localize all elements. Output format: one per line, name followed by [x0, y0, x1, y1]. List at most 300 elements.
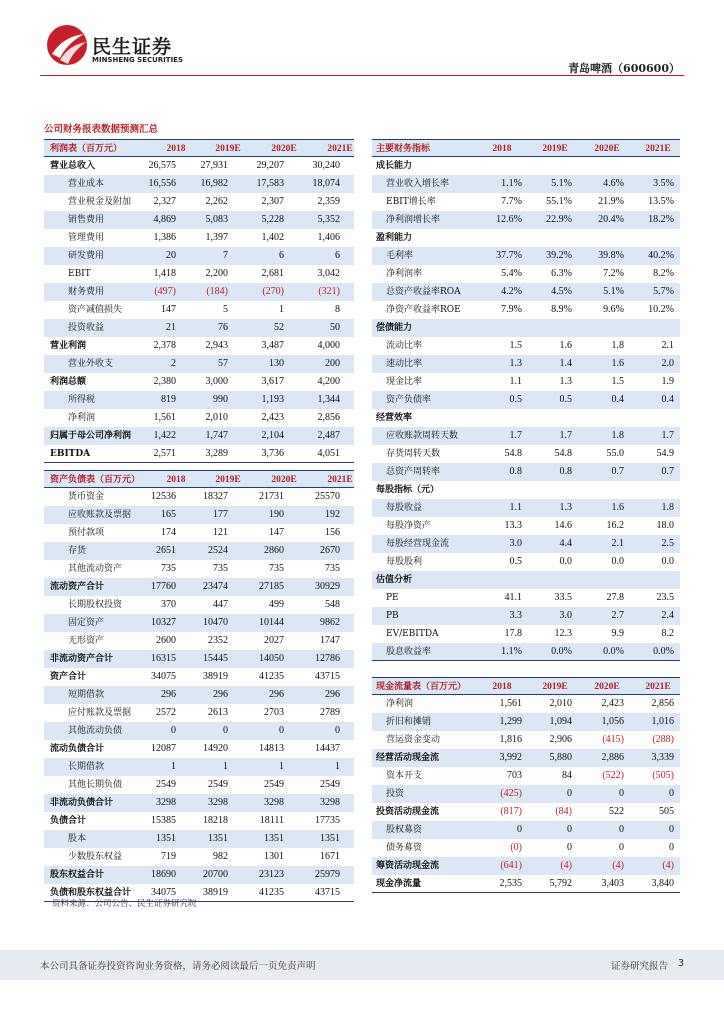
balance-row — [44, 560, 354, 578]
balance-year-header: 2018 — [166, 475, 186, 485]
page-number: 3 — [677, 958, 684, 969]
cashflow-cell: (415) — [602, 734, 624, 745]
income-cell: 1,397 — [205, 232, 228, 243]
cashflow-row-label: 现金净流量 — [376, 879, 422, 889]
cashflow-row — [372, 749, 680, 767]
balance-cell: 447 — [213, 599, 228, 610]
ratios-cell: 1.9 — [661, 376, 674, 387]
ratios-cell: 12.6% — [496, 214, 522, 225]
income-cell: 2,359 — [317, 196, 340, 207]
income-cell: 6 — [279, 250, 284, 261]
income-cell: 819 — [161, 394, 176, 405]
ratios-row-label: 每股净资产 — [386, 521, 432, 531]
balance-row-label: 少数股东权益 — [68, 852, 123, 862]
ratios-row-label: 营业收入增长率 — [386, 179, 450, 189]
balance-row — [44, 704, 354, 722]
income-cell: 2,327 — [153, 196, 176, 207]
cashflow-cell: (522) — [602, 770, 624, 781]
income-row — [44, 157, 354, 175]
cash-flow-table — [372, 677, 680, 893]
ratios-cell: 16.2 — [606, 520, 624, 531]
balance-cell: 2600 — [156, 635, 176, 646]
ratios-row-label: 资产负债率 — [386, 395, 432, 405]
income-cell: 16,556 — [148, 178, 176, 189]
balance-cell: 1351 — [264, 833, 284, 844]
balance-row-label: 应付账款及票据 — [68, 708, 132, 718]
balance-cell: 25979 — [315, 869, 340, 880]
ratios-row — [372, 355, 680, 373]
balance-row — [44, 650, 354, 668]
cashflow-cell: 2,856 — [651, 698, 674, 709]
financial-ratios-table — [372, 139, 680, 661]
income-cell: 1,386 — [153, 232, 176, 243]
income-cell: 1,418 — [153, 268, 176, 279]
balance-cell: 18218 — [203, 815, 228, 826]
income-cell: 2,262 — [205, 196, 228, 207]
income-row-label: 营业税金及附加 — [68, 197, 132, 207]
ratios-cell: 13.5% — [648, 196, 674, 207]
balance-cell: 165 — [161, 509, 176, 520]
income-row-label: 净利润 — [68, 413, 96, 423]
cashflow-cell: (4) — [662, 860, 674, 871]
balance-cell: 2549 — [264, 779, 284, 790]
ratios-cell: 1.4 — [559, 358, 572, 369]
income-row-label: 财务费用 — [68, 287, 105, 297]
income-cell: 5,228 — [261, 214, 284, 225]
balance-row — [44, 794, 354, 812]
income-cell: 2,378 — [153, 340, 176, 351]
balance-cell: 38919 — [203, 671, 228, 682]
balance-cell: 10144 — [259, 617, 284, 628]
balance-row — [44, 506, 354, 524]
income-cell: 5 — [223, 304, 228, 315]
income-row-label: 营业成本 — [68, 179, 105, 189]
ratios-row-label: 总资产收益率ROA — [386, 287, 461, 297]
ratios-header-row — [372, 139, 680, 157]
income-cell: 57 — [218, 358, 228, 369]
balance-row — [44, 686, 354, 704]
balance-row — [44, 668, 354, 686]
income-row-label: 销售费用 — [68, 215, 105, 225]
ratios-cell: 12.3 — [554, 628, 572, 639]
ratios-row-label: EBIT增长率 — [386, 197, 436, 207]
ratios-row-label: 每股股利 — [386, 557, 423, 567]
minsheng-logo — [46, 24, 226, 70]
ratios-cell: 5.1% — [603, 286, 624, 297]
ratios-cell: 1.7 — [509, 430, 522, 441]
brand-name-cn: 民生证券 — [92, 36, 173, 58]
income-cell: 990 — [213, 394, 228, 405]
ratios-cell: 20.4% — [598, 214, 624, 225]
balance-cell: 10327 — [151, 617, 176, 628]
ratios-cell: 55.0 — [606, 448, 624, 459]
cashflow-cell: 0 — [619, 824, 624, 835]
balance-row-label: 股东权益合计 — [50, 870, 105, 880]
cashflow-cell: 3,339 — [651, 752, 674, 763]
balance-cell: 2572 — [156, 707, 176, 718]
page-footer — [0, 950, 724, 980]
ratios-cell: 9.9 — [611, 628, 624, 639]
cashflow-row-label: 投资活动现金流 — [376, 807, 440, 817]
income-row-label: 营业总收入 — [50, 161, 96, 171]
income-cell: 20 — [166, 250, 176, 261]
ratios-row-label: 估值分析 — [376, 575, 413, 585]
income-cell: 30,240 — [312, 160, 340, 171]
balance-cell: 18327 — [203, 491, 228, 502]
balance-cell: 1351 — [320, 833, 340, 844]
cashflow-cell: 5,880 — [549, 752, 572, 763]
balance-row-label: 长期借款 — [68, 762, 105, 772]
ratios-row — [372, 427, 680, 445]
income-cell: 2,423 — [261, 412, 284, 423]
cashflow-row — [372, 785, 680, 803]
ratios-cell: 4.6% — [603, 178, 624, 189]
ratios-cell: 5.7% — [653, 286, 674, 297]
income-cell: 2 — [171, 358, 176, 369]
ratios-cell: 9.6% — [603, 304, 624, 315]
ratios-cell: 1.8 — [661, 502, 674, 513]
cashflow-cell: 505 — [659, 806, 674, 817]
income-cell: 4,051 — [317, 448, 340, 459]
balance-cell: 2352 — [208, 635, 228, 646]
balance-cell: 0 — [171, 725, 176, 736]
income-row — [44, 319, 354, 337]
balance-cell: 1 — [279, 761, 284, 772]
balance-cell: 1671 — [320, 851, 340, 862]
ratios-year-header: 2021E — [645, 144, 671, 154]
ratios-row-label: EV/EBITDA — [386, 629, 439, 639]
balance-cell: 10470 — [203, 617, 228, 628]
cashflow-row-label: 股权募资 — [386, 825, 423, 835]
ratios-cell: 1.1% — [501, 646, 522, 657]
balance-row-label: 货币资金 — [68, 492, 105, 502]
balance-cell: 296 — [325, 689, 340, 700]
cashflow-row — [372, 767, 680, 785]
section-title: 公司财务报表数据预测汇总 — [44, 124, 159, 135]
cashflow-row-label: 筹资活动现金流 — [376, 861, 440, 871]
ratios-cell: 22.9% — [546, 214, 572, 225]
ratios-cell: 0.0 — [611, 556, 624, 567]
minsheng-logo-icon — [46, 24, 88, 66]
cashflow-cell: 0 — [567, 824, 572, 835]
income-year-header: 2019E — [215, 144, 241, 154]
cashflow-cell: 0 — [619, 842, 624, 853]
ratios-cell: 0.7 — [661, 466, 674, 477]
income-row — [44, 301, 354, 319]
header-divider — [40, 75, 684, 76]
ratios-cell: 8.9% — [551, 304, 572, 315]
ratios-cell: 3.5% — [653, 178, 674, 189]
income-cell: 2,010 — [205, 412, 228, 423]
balance-row — [44, 524, 354, 542]
ratios-row-label: 毛利率 — [386, 251, 414, 261]
income-cell: (497) — [154, 286, 176, 297]
ratios-cell: 0.0 — [661, 556, 674, 567]
ratios-cell: 0.5 — [509, 394, 522, 405]
stock-title: 青岛啤酒（600600） — [568, 62, 680, 75]
balance-cell: 25570 — [315, 491, 340, 502]
ratios-cell: 1.7 — [559, 430, 572, 441]
income-cell: 6 — [335, 250, 340, 261]
income-row — [44, 391, 354, 409]
balance-sheet-table — [44, 470, 354, 902]
cashflow-cell: 522 — [609, 806, 624, 817]
ratios-row — [372, 175, 680, 193]
income-cell: 130 — [269, 358, 284, 369]
ratios-row — [372, 445, 680, 463]
ratios-row — [372, 409, 680, 427]
ratios-row — [372, 337, 680, 355]
cashflow-row — [372, 821, 680, 839]
ratios-cell: 0.7 — [611, 466, 624, 477]
ratios-row-label: 流动比率 — [386, 341, 423, 351]
ratios-row-label: 每股指标（元） — [376, 485, 440, 495]
balance-cell: 2860 — [264, 545, 284, 556]
balance-cell: 156 — [325, 527, 340, 538]
balance-cell: 12087 — [151, 743, 176, 754]
ratios-row-label: 偿债能力 — [376, 323, 413, 333]
cashflow-row-label: 资本开支 — [386, 771, 423, 781]
cashflow-cell: 3,992 — [499, 752, 522, 763]
income-row-label: EBIT — [68, 269, 91, 279]
ratios-cell: 2.5 — [661, 538, 674, 549]
ratios-table-title: 主要财务指标 — [376, 144, 431, 154]
income-cell: 1,747 — [205, 430, 228, 441]
balance-row-label: 其他流动负债 — [68, 726, 123, 736]
balance-cell: 1351 — [156, 833, 176, 844]
balance-cell: 17735 — [315, 815, 340, 826]
balance-row — [44, 578, 354, 596]
ratios-row — [372, 193, 680, 211]
balance-cell: 982 — [213, 851, 228, 862]
ratios-cell: 2.4 — [661, 610, 674, 621]
cashflow-row — [372, 857, 680, 875]
ratios-cell: 0.4 — [661, 394, 674, 405]
cashflow-cell: 2,423 — [601, 698, 624, 709]
income-cell: 3,289 — [205, 448, 228, 459]
income-row-label: 研发费用 — [68, 251, 105, 261]
balance-cell: 12786 — [315, 653, 340, 664]
ratios-row-label: 盈利能力 — [376, 233, 413, 243]
balance-row-label: 应收账款及票据 — [68, 510, 132, 520]
balance-cell: 18690 — [151, 869, 176, 880]
cashflow-cell: (425) — [500, 788, 522, 799]
cashflow-cell: (4) — [612, 860, 624, 871]
income-header-row — [44, 139, 354, 157]
ratios-year-header: 2019E — [542, 144, 568, 154]
income-cell: 5,352 — [317, 214, 340, 225]
income-row — [44, 193, 354, 211]
balance-cell: 2524 — [208, 545, 228, 556]
cashflow-header-row — [372, 677, 680, 695]
ratios-cell: 8.2 — [661, 628, 674, 639]
income-cell: 1,406 — [317, 232, 340, 243]
cashflow-row — [372, 839, 680, 857]
ratios-cell: 1.6 — [611, 358, 624, 369]
ratios-row-label: 现金比率 — [386, 377, 423, 387]
income-cell: 2,856 — [317, 412, 340, 423]
ratios-row — [372, 283, 680, 301]
cashflow-cell: 3,840 — [651, 878, 674, 889]
income-cell: 21 — [166, 322, 176, 333]
ratios-row — [372, 481, 680, 499]
ratios-row — [372, 211, 680, 229]
income-row-label: 管理费用 — [68, 233, 105, 243]
ratios-cell: 3.0 — [559, 610, 572, 621]
ratios-cell: 1.8 — [611, 430, 624, 441]
income-cell: 3,487 — [261, 340, 284, 351]
balance-cell: 2703 — [264, 707, 284, 718]
footer-report-type: 证券研究报告 — [610, 961, 668, 972]
balance-row — [44, 614, 354, 632]
ratios-row — [372, 157, 680, 175]
income-year-header: 2020E — [271, 144, 297, 154]
balance-cell: 192 — [325, 509, 340, 520]
balance-row — [44, 866, 354, 884]
balance-row-label: 流动资产合计 — [50, 582, 105, 592]
ratios-cell: 0.0% — [603, 646, 624, 657]
income-cell: 76 — [218, 322, 228, 333]
cashflow-cell: (4) — [560, 860, 572, 871]
balance-row-label: 长期股权投资 — [68, 600, 123, 610]
ratios-cell: 37.7% — [496, 250, 522, 261]
cashflow-cell: 1,056 — [601, 716, 624, 727]
ratios-row — [372, 589, 680, 607]
income-row-label: 利润总额 — [50, 377, 87, 387]
income-cell: 3,000 — [205, 376, 228, 387]
income-statement-table — [44, 139, 354, 463]
balance-cell: 23474 — [203, 581, 228, 592]
balance-header-row — [44, 470, 354, 488]
ratios-cell: 54.8 — [554, 448, 572, 459]
income-row — [44, 211, 354, 229]
income-cell: 3,736 — [261, 448, 284, 459]
cashflow-row-label: 债务募资 — [386, 843, 423, 853]
balance-cell: 735 — [213, 563, 228, 574]
income-row — [44, 265, 354, 283]
balance-cell: 1 — [171, 761, 176, 772]
balance-row-label: 短期借款 — [68, 690, 105, 700]
balance-cell: 2549 — [156, 779, 176, 790]
ratios-row — [372, 319, 680, 337]
balance-cell: 21731 — [259, 491, 284, 502]
balance-cell: 15445 — [203, 653, 228, 664]
balance-row-label: 负债合计 — [50, 816, 87, 826]
balance-cell: 2027 — [264, 635, 284, 646]
ratios-cell: 1.6 — [611, 502, 624, 513]
income-cell: 2,571 — [153, 448, 176, 459]
balance-cell: 17760 — [151, 581, 176, 592]
ratios-cell: 1.7 — [661, 430, 674, 441]
cashflow-cell: 1,016 — [651, 716, 674, 727]
ratios-year-header: 2018 — [492, 144, 512, 154]
balance-year-header: 2021E — [327, 475, 353, 485]
balance-row — [44, 740, 354, 758]
income-cell: 5,083 — [205, 214, 228, 225]
cashflow-cell: (84) — [555, 806, 572, 817]
income-cell: 50 — [330, 322, 340, 333]
cashflow-cell: (817) — [500, 806, 522, 817]
cashflow-cell: (288) — [652, 734, 674, 745]
ratios-cell: 14.6 — [554, 520, 572, 531]
ratios-row — [372, 625, 680, 643]
ratios-cell: 41.1 — [504, 592, 522, 603]
balance-cell: 3298 — [208, 797, 228, 808]
income-row — [44, 283, 354, 301]
balance-row-label: 预付款项 — [68, 528, 105, 538]
cashflow-row-label: 净利润 — [386, 699, 414, 709]
balance-cell: 16315 — [151, 653, 176, 664]
ratios-cell: 1.1% — [501, 178, 522, 189]
ratios-cell: 0.8 — [509, 466, 522, 477]
income-cell: 2,487 — [317, 430, 340, 441]
ratios-cell: 3.3 — [509, 610, 522, 621]
cashflow-cell: 703 — [507, 770, 522, 781]
balance-cell: 121 — [213, 527, 228, 538]
balance-row — [44, 632, 354, 650]
ratios-cell: 0.5 — [559, 394, 572, 405]
cashflow-cell: (641) — [500, 860, 522, 871]
income-cell: 52 — [274, 322, 284, 333]
ratios-cell: 27.8 — [606, 592, 624, 603]
balance-cell: 2651 — [156, 545, 176, 556]
cashflow-cell: 1,299 — [499, 716, 522, 727]
balance-cell: 499 — [269, 599, 284, 610]
cashflow-cell: 0 — [567, 788, 572, 799]
balance-cell: 0 — [279, 725, 284, 736]
ratios-cell: 13.3 — [504, 520, 522, 531]
income-row — [44, 247, 354, 265]
income-row-label: 投资收益 — [68, 323, 105, 333]
ratios-cell: 1.1 — [509, 502, 522, 513]
income-cell: 27,931 — [200, 160, 228, 171]
balance-row-label: 非流动负债合计 — [50, 798, 114, 808]
ratios-cell: 7.7% — [501, 196, 522, 207]
income-cell: 29,207 — [256, 160, 284, 171]
balance-cell: 719 — [161, 851, 176, 862]
balance-cell: 15385 — [151, 815, 176, 826]
ratios-row — [372, 265, 680, 283]
income-cell: 147 — [161, 304, 176, 315]
balance-cell: 43715 — [315, 671, 340, 682]
ratios-cell: 2.0 — [661, 358, 674, 369]
balance-cell: 14920 — [203, 743, 228, 754]
balance-row-label: 固定资产 — [68, 618, 105, 628]
income-row-label: 资产减值损失 — [68, 305, 123, 315]
ratios-cell: 7.9% — [501, 304, 522, 315]
cashflow-cell: 0 — [669, 788, 674, 799]
income-row-label: 所得税 — [68, 395, 96, 405]
balance-cell: 14437 — [315, 743, 340, 754]
source-note: 资料来源：公司公告、民生证券研究院 — [52, 899, 197, 909]
balance-cell: 296 — [213, 689, 228, 700]
balance-cell: 735 — [325, 563, 340, 574]
income-cell: 17,583 — [256, 178, 284, 189]
income-cell: 2,307 — [261, 196, 284, 207]
ratios-cell: 40.2% — [648, 250, 674, 261]
income-cell: 7 — [223, 250, 228, 261]
cashflow-cell: 0 — [517, 824, 522, 835]
income-cell: 1,193 — [261, 394, 284, 405]
income-row-label: EBITDA — [50, 449, 91, 459]
ratios-row-label: 净资产收益率ROE — [386, 305, 461, 315]
balance-row-label: 负债和股东权益合计 — [50, 888, 132, 898]
income-cell: 4,200 — [317, 376, 340, 387]
cashflow-year-header: 2018 — [492, 682, 512, 692]
balance-cell: 1747 — [320, 635, 340, 646]
income-cell: 1,402 — [261, 232, 284, 243]
ratios-cell: 1.5 — [611, 376, 624, 387]
